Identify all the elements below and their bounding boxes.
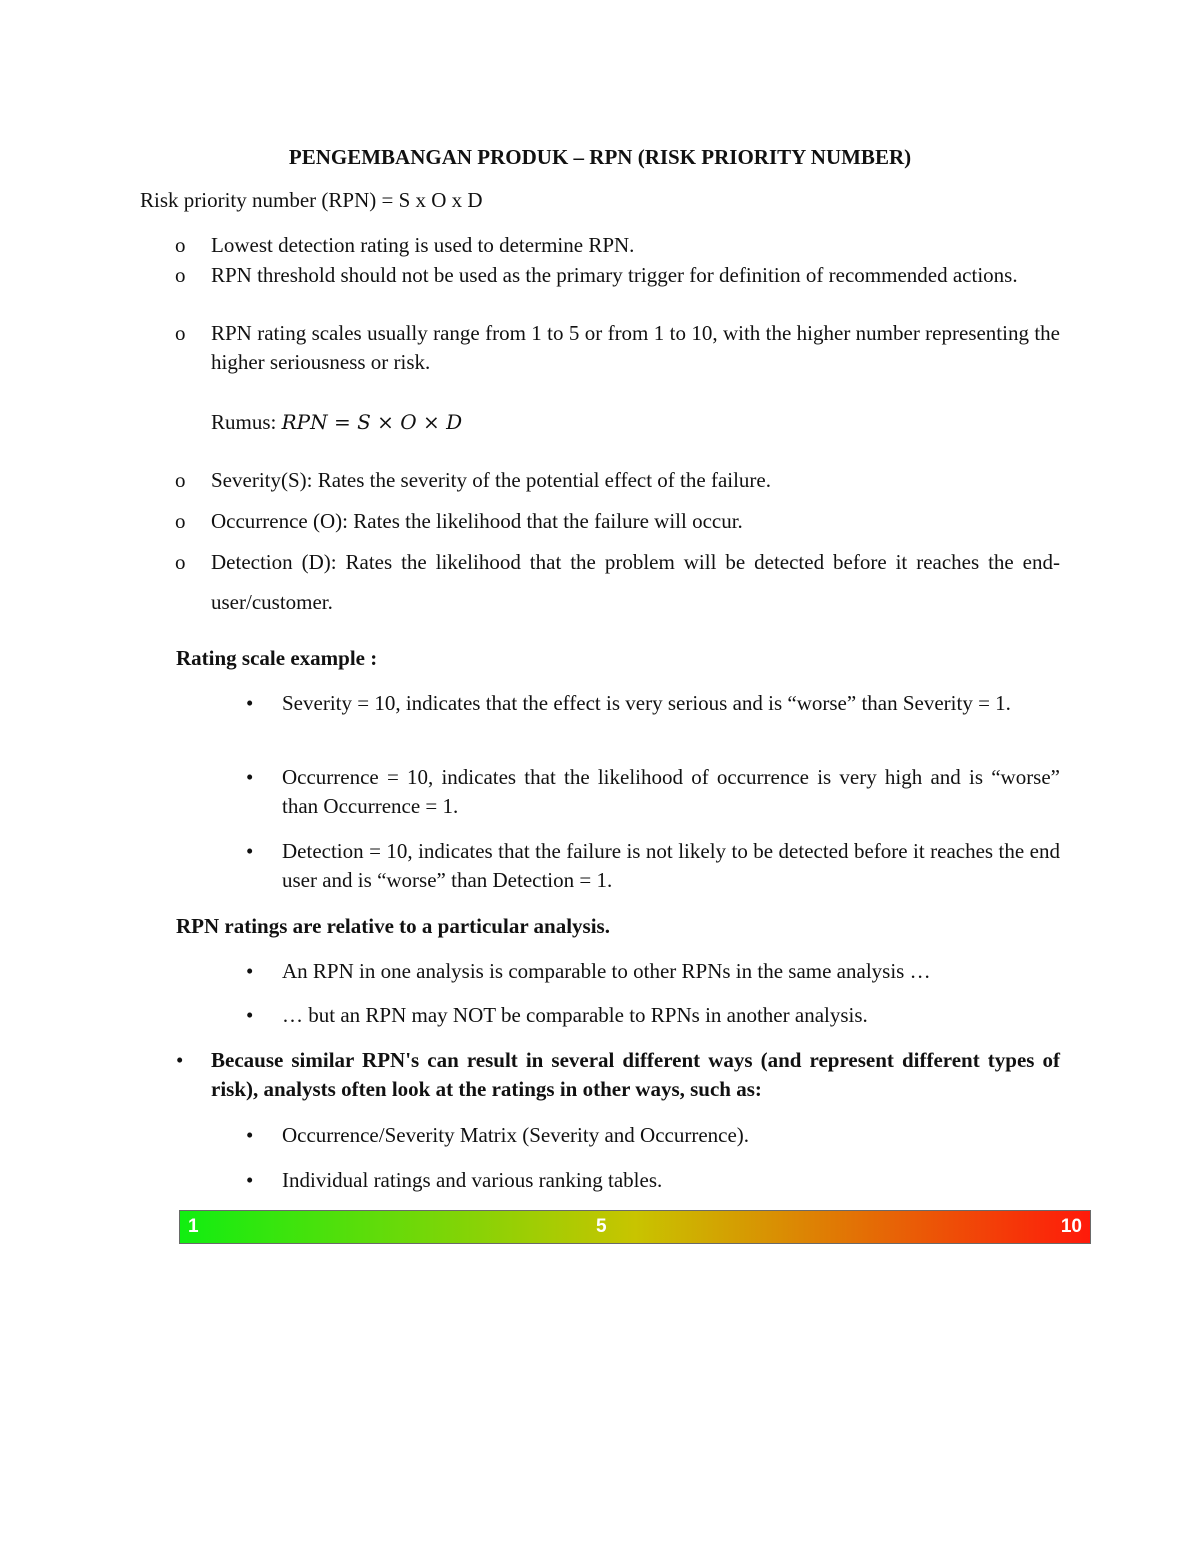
bullet-icon: • (246, 765, 254, 789)
circle-bullet-icon: o (175, 468, 186, 492)
rating-scale-heading: Rating scale example : (176, 646, 378, 670)
circle-bullet-icon: o (175, 233, 186, 257)
bullet-icon: • (246, 1168, 254, 1192)
bullet-icon: • (246, 1003, 254, 1027)
document-title: PENGEMBANGAN PRODUK – RPN (RISK PRIORITY NUMBER) (288, 145, 912, 169)
relative-item (246, 957, 1060, 986)
definition-text: Severity(S): Rates the severity of the potential effect of the failure. (211, 468, 771, 492)
rpn-formula-line: Risk priority number (RPN) = S x O x D (140, 188, 483, 212)
note-item (175, 231, 1060, 260)
rumus-label: Rumus: (211, 410, 282, 434)
circle-bullet-icon: o (175, 509, 186, 533)
risk-scale-bar (179, 1210, 1091, 1244)
bullet-icon: • (246, 691, 254, 715)
scale-label-low: 1 (188, 1216, 199, 1237)
definition-item (175, 507, 1060, 536)
bullet-icon: • (246, 839, 254, 863)
rating-example-text: Occurrence = 10, indicates that the likelihood of occurrence is very high and is “worse” than Occurrence = 1. (282, 765, 1060, 818)
circle-bullet-icon: o (175, 550, 186, 574)
note-text: RPN threshold should not be used as the primary trigger for definition of recommended actions. (211, 263, 1018, 287)
note-text: RPN rating scales usually range from 1 to 5 or from 1 to 10, with the higher number representing the higher seriousness or risk. (211, 321, 1060, 374)
definition-item (175, 466, 1060, 495)
rating-example-text: Severity = 10, indicates that the effect is very serious and is “worse” than Severity = 1. (282, 691, 1011, 715)
scale-label-mid: 5 (596, 1216, 607, 1237)
circle-bullet-icon: o (175, 263, 186, 287)
other-way-text: Occurrence/Severity Matrix (Severity and Occurrence). (282, 1123, 750, 1147)
bullet-icon: • (246, 959, 254, 983)
rating-example-text: Detection = 10, indicates that the failure is not likely to be detected before it reaches the end user and is “worse” than Detection = 1. (282, 839, 1060, 892)
other-way-text: Individual ratings and various ranking tables. (282, 1168, 663, 1192)
rumus-line (211, 408, 462, 437)
bullet-icon: • (176, 1048, 184, 1072)
rumus-equation: RPN = S × O × D (281, 410, 463, 434)
note-item (175, 261, 1060, 290)
relative-item (246, 1001, 1060, 1030)
relative-text: An RPN in one analysis is comparable to other RPNs in the same analysis … (282, 959, 931, 983)
relative-text: … but an RPN may NOT be comparable to RPNs in another analysis. (282, 1003, 868, 1027)
bullet-icon: • (246, 1123, 254, 1147)
because-text: Because similar RPN's can result in several different ways (and represent different types of risk), analysts often look at the ratings in other ways, such as: (211, 1048, 1060, 1101)
definition-item (175, 542, 1060, 622)
because-item (176, 1046, 1060, 1104)
rating-example-item (246, 689, 1060, 718)
other-way-item (246, 1166, 1060, 1195)
relative-heading: RPN ratings are relative to a particular analysis. (176, 914, 610, 938)
circle-bullet-icon: o (175, 321, 186, 345)
note-text: Lowest detection rating is used to determine RPN. (211, 233, 635, 257)
definition-text: Detection (D): Rates the likelihood that the problem will be detected before it reaches the end-user/customer. (211, 550, 1060, 614)
rating-example-item (246, 837, 1060, 895)
other-way-item (246, 1121, 1060, 1150)
definition-text: Occurrence (O): Rates the likelihood that the failure will occur. (211, 509, 743, 533)
note-item (175, 319, 1060, 377)
rating-example-item (246, 763, 1060, 821)
scale-label-high: 10 (1060, 1216, 1082, 1237)
